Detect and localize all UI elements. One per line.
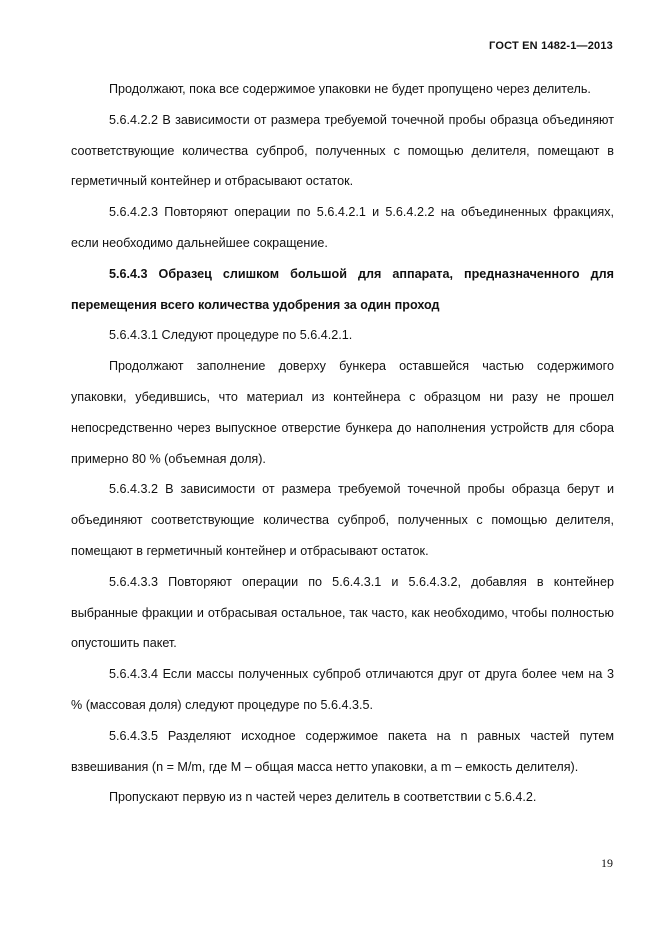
paragraph-fill-hopper: Продолжают заполнение доверху бункера оставшейся частью содержимого упаковки, убедившись, что материал из контейнера с образцом ни разу не прошел непосредственно через выпускное отверстие бункера до наполнения устройств для сбора примерно 80 % (объемная доля). bbox=[71, 359, 614, 466]
paragraph-continue-until-empty: Продолжают, пока все содержимое упаковки не будет пропущено через делитель. bbox=[109, 82, 591, 96]
paragraph-pass-first-part: Пропускают первую из n частей через делитель в соответствии с 5.6.4.2. bbox=[109, 790, 537, 805]
section-heading-5-6-4-3: 5.6.4.3 Образец слишком большой для аппарата, предназначенного для перемещения всего количества удобрения за один проход bbox=[71, 266, 614, 312]
paragraph-5-6-4-3-3: 5.6.4.3.3 Повторяют операции по 5.6.4.3.1 и 5.6.4.3.2, добавляя в контейнер выбранные фракции и отбрасывая остальное, так часто, как необходимо, чтобы полностью опустошить пакет. bbox=[71, 574, 614, 651]
document-code-header: ГОСТ EN 1482-1—2013 bbox=[489, 40, 613, 52]
page-number: 19 bbox=[601, 856, 613, 870]
paragraph-5-6-4-2-2: 5.6.4.2.2 В зависимости от размера требуемой точечной пробы образца объединяют соответствующие количества субпроб, полученных с помощью делителя, помещают в герметичный контейнер и отбрасывают остаток. bbox=[71, 112, 614, 189]
paragraph-5-6-4-3-1: 5.6.4.3.1 Следуют процедуре по 5.6.4.2.1. bbox=[109, 328, 353, 343]
paragraph-5-6-4-3-2: 5.6.4.3.2 В зависимости от размера требуемой точечной пробы образца берут и объединяют соответствующие количества субпроб, полученных с помощью делителя, помещают в герметичный контейнер и отбрасывают остаток. bbox=[71, 482, 614, 558]
paragraph-5-6-4-3-5: 5.6.4.3.5 Разделяют исходное содержимое пакета на n равных частей путем взвешивания (n = M/m, где M – общая масса нетто упаковки, а m – емкость делителя). bbox=[71, 728, 614, 774]
paragraph-5-6-4-3-4: 5.6.4.3.4 Если массы полученных субпроб отличаются друг от друга более чем на 3 % (массовая доля) следуют процедуре по 5.6.4.3.5. bbox=[71, 667, 614, 712]
document-body bbox=[71, 74, 614, 813]
paragraph-5-6-4-2-3: 5.6.4.2.3 Повторяют операции по 5.6.4.2.1 и 5.6.4.2.2 на объединенных фракциях, если необходимо дальнейшее сокращение. bbox=[71, 205, 614, 250]
